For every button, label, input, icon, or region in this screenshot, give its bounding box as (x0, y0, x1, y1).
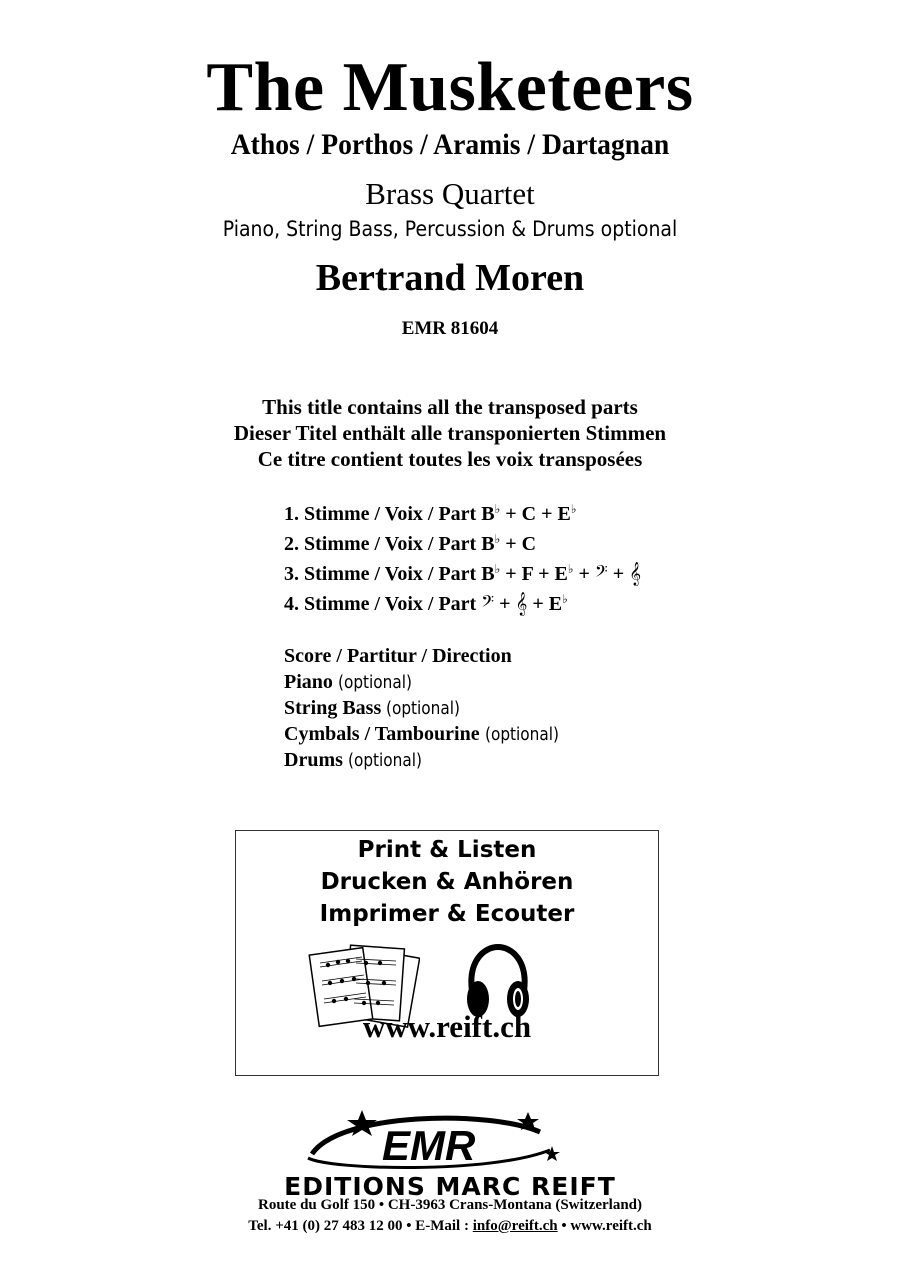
extra-string-bass: String Bass (optional) (284, 697, 461, 719)
part-1 (284, 494, 641, 524)
publisher-contact (0, 1218, 900, 1235)
promo-website-link[interactable]: www.reift.ch (362, 1009, 532, 1044)
extra-piano: Piano (optional) (284, 671, 412, 693)
part-label: 1. Stimme / Voix / Part (284, 503, 477, 525)
emr-logo (300, 1108, 600, 1174)
promo-line-german: Drucken & Anhören (320, 869, 574, 895)
part-2 (284, 524, 641, 554)
additional-parts (284, 643, 572, 773)
extra-drums: Drums (optional) (284, 749, 422, 771)
website-link[interactable]: • www.reift.ch (561, 1218, 652, 1234)
catalog-code: EMR 81604 (401, 318, 499, 339)
page-title: The Musketeers (206, 49, 694, 126)
part-label: 4. Stimme / Voix / Part (284, 593, 477, 615)
transposed-parts-notice (0, 394, 900, 472)
notice-german: Dieser Titel enthält alle transponierten Stimmen (233, 421, 667, 445)
optional-instrumentation: Piano, String Bass, Percussion & Drums optional (222, 217, 678, 241)
subtitle: Athos / Porthos / Aramis / Dartagnan (230, 128, 670, 161)
svg-text:EMR: EMR (382, 1122, 476, 1169)
ensemble: Brass Quartet (365, 176, 535, 211)
publisher-name: EDITIONS MARC REIFT (284, 1172, 616, 1201)
treble-clef-icon: 𝄞 (629, 561, 642, 585)
promo-line-english: Print & Listen (357, 837, 537, 863)
extra-score: Score / Partitur / Direction (284, 645, 512, 667)
email-link[interactable]: info@reift.ch (472, 1218, 558, 1234)
bass-clef-icon: 𝄢 (594, 561, 608, 585)
part-label: 3. Stimme / Voix / Part (284, 563, 477, 585)
publisher-address: Route du Golf 150 • CH-3963 Crans-Montana (Switzerland) (258, 1197, 642, 1213)
part-label: 2. Stimme / Voix / Part (284, 533, 477, 555)
composer: Bertrand Moren (315, 257, 585, 299)
part-keys: 𝄢 + 𝄞 + E♭ (481, 591, 568, 615)
extra-cymbals: Cymbals / Tambourine (optional) (284, 723, 559, 745)
part-keys: B♭ + C (481, 532, 537, 555)
treble-clef-icon: 𝄞 (515, 591, 528, 615)
part-3 (284, 554, 641, 584)
notice-english: This title contains all the transposed parts (262, 395, 638, 419)
part-keys: B♭ + C + E♭ (481, 502, 577, 525)
print-listen-box (235, 830, 659, 1076)
parts-list (284, 494, 641, 614)
promo-line-french: Imprimer & Ecouter (319, 901, 575, 927)
part-4 (284, 584, 641, 614)
bass-clef-icon: 𝄢 (481, 591, 495, 615)
notice-french: Ce titre contient toutes les voix transposées (257, 447, 643, 471)
part-keys: B♭ + F + E♭ + 𝄢 + 𝄞 (481, 561, 642, 585)
telephone: Tel. +41 (0) 27 483 12 00 • E-Mail : (248, 1218, 469, 1234)
